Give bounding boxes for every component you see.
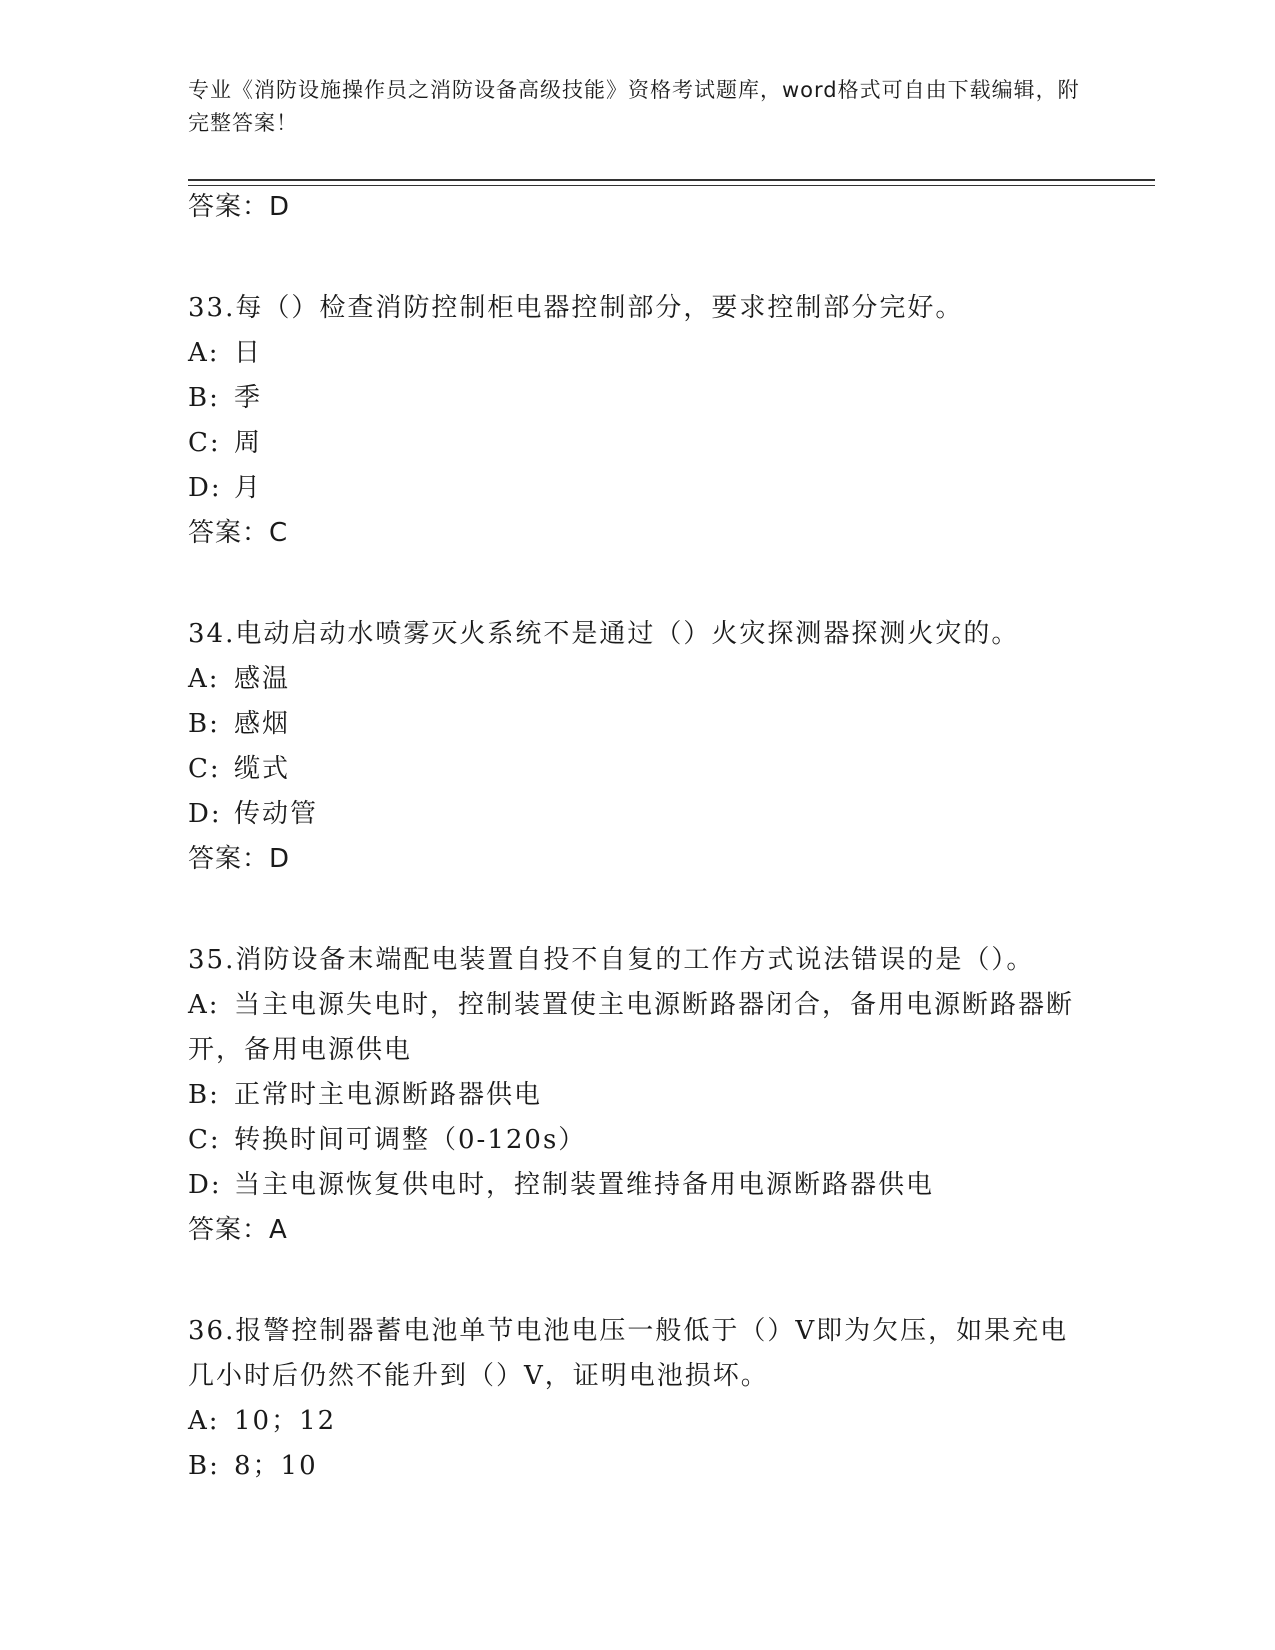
option-text: 当主电源失电时，控制装置使主电源断路器闭合，备用电源断路器断开，备用电源供电 xyxy=(188,990,1075,1065)
option-letter: C: xyxy=(188,1125,221,1155)
option-text: 8；10 xyxy=(234,1451,318,1481)
option-d xyxy=(188,1163,1088,1208)
question-stem: 33.每（）检查消防控制柜电器控制部分，要求控制部分完好。 xyxy=(188,293,964,323)
option-text: 转换时间可调整（0-120s） xyxy=(234,1125,587,1155)
option-letter: B: xyxy=(188,709,220,739)
question-34 xyxy=(188,612,1088,876)
document-header: 专业《消防设施操作员之消防设备高级技能》资格考试题库，word格式可自由下载编辑，附完整答案！ xyxy=(188,78,1080,135)
option-text: 当主电源恢复供电时，控制装置维持备用电源断路器供电 xyxy=(234,1170,935,1200)
option-letter: D: xyxy=(188,473,222,503)
option-text: 正常时主电源断路器供电 xyxy=(234,1080,543,1110)
option-c xyxy=(188,421,1088,466)
option-letter: A: xyxy=(188,338,220,368)
question-stem: 36.报警控制器蓄电池单节电池电压一般低于（）V即为欠压，如果充电几小时后仍然不能升到（）V，证明电池损坏。 xyxy=(188,1316,1069,1391)
answer-label: 答案：A xyxy=(188,1215,288,1245)
header-divider-thick xyxy=(188,179,1155,181)
option-text: 月 xyxy=(234,473,263,503)
option-letter: A: xyxy=(188,990,220,1020)
option-c xyxy=(188,747,1088,792)
option-letter: D: xyxy=(188,1170,222,1200)
option-b xyxy=(188,702,1088,747)
option-letter: A: xyxy=(188,664,220,694)
option-d xyxy=(188,792,1088,837)
option-letter: B: xyxy=(188,383,220,413)
previous-answer: 答案：D xyxy=(188,192,291,222)
option-text: 传动管 xyxy=(234,799,319,829)
question-list xyxy=(188,190,1088,1489)
option-text: 日 xyxy=(234,338,263,368)
option-c xyxy=(188,1118,1088,1163)
answer-label: 答案：D xyxy=(188,844,291,874)
option-letter: B: xyxy=(188,1451,220,1481)
option-letter: C: xyxy=(188,428,221,458)
option-text: 周 xyxy=(234,428,263,458)
option-letter: A: xyxy=(188,1406,220,1436)
question-35 xyxy=(188,938,1088,1247)
option-d xyxy=(188,466,1088,511)
option-a xyxy=(188,657,1088,702)
question-stem: 35.消防设备末端配电装置自投不自复的工作方式说法错误的是（）。 xyxy=(188,945,1035,975)
question-36 xyxy=(188,1309,1088,1489)
question-stem: 34.电动启动水喷雾灭火系统不是通过（）火灾探测器探测火灾的。 xyxy=(188,619,1020,649)
answer-label: 答案：C xyxy=(188,518,289,548)
question-33 xyxy=(188,286,1088,550)
option-text: 缆式 xyxy=(234,754,291,784)
header-divider-thin xyxy=(188,185,1155,186)
option-letter: D: xyxy=(188,799,222,829)
option-text: 感温 xyxy=(234,664,291,694)
option-b xyxy=(188,1073,1088,1118)
option-a xyxy=(188,983,1078,1073)
option-b xyxy=(188,376,1088,421)
option-text: 季 xyxy=(234,383,263,413)
option-text: 感烟 xyxy=(234,709,291,739)
option-a xyxy=(188,1399,1088,1444)
option-a xyxy=(188,331,1088,376)
option-letter: B: xyxy=(188,1080,220,1110)
option-letter: C: xyxy=(188,754,221,784)
option-b xyxy=(188,1444,1088,1489)
option-text: 10；12 xyxy=(234,1406,337,1436)
